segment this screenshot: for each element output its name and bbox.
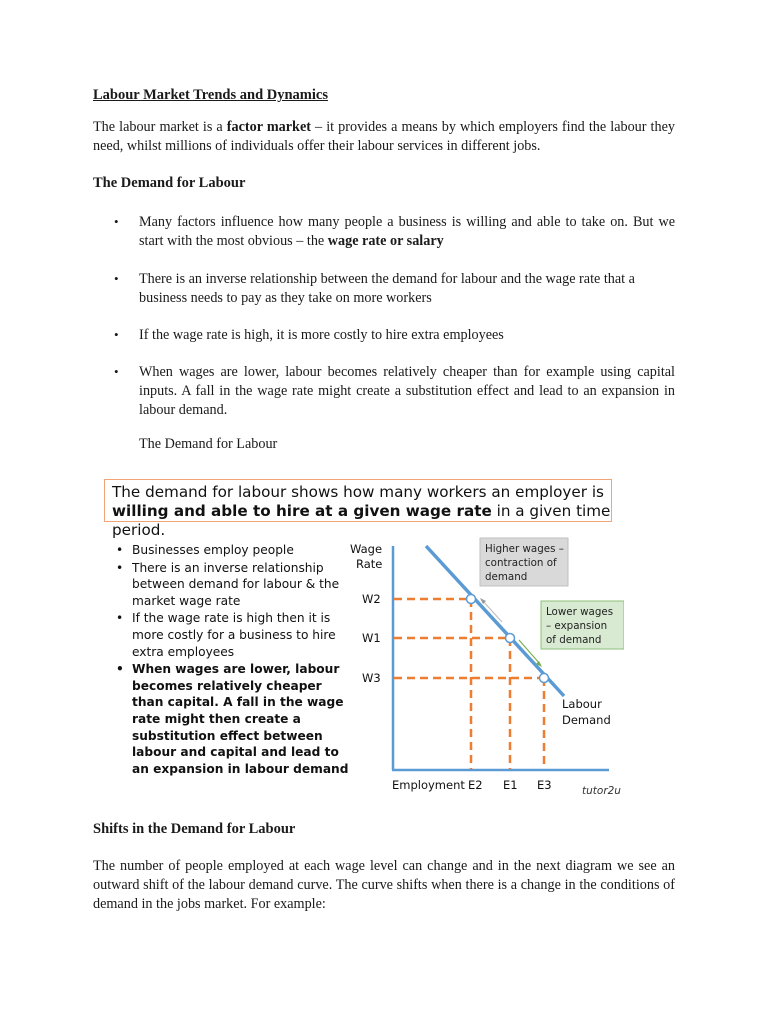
bullet-4-text: When wages are lower, labour becomes relatively cheaper than for example using capital inputs. A fall in the wage rate might create a substitution effect and lead to an expansion in labour demand. (139, 364, 675, 418)
bullet-3 (93, 326, 675, 345)
figure-header-bold: willing and able to hire at a given wage rate (112, 502, 492, 520)
bullet-dot: • (114, 214, 119, 229)
intro-paragraph (93, 118, 675, 156)
demand-heading: The Demand for Labour (93, 175, 246, 191)
bullet-2 (93, 270, 675, 308)
bullet-dot: • (114, 327, 119, 342)
employment-label-e1: E1 (503, 778, 518, 792)
y-axis-label: Rate (356, 557, 383, 571)
svg-text:contraction of: contraction of (485, 557, 557, 569)
figure-point: • Businesses employ people (116, 543, 294, 557)
curve-label: Demand (562, 713, 611, 727)
intro-before: The labour market is a (93, 119, 227, 135)
curve-label: Labour (562, 697, 602, 711)
shifts-heading: Shifts in the Demand for Labour (93, 821, 296, 837)
y-axis-label: Wage (350, 542, 383, 556)
bullet-1-text: Many factors influence how many people a business is willing and able to take on. But we start with the most obvious – the (139, 214, 675, 249)
svg-text:– expansion: – expansion (546, 620, 608, 632)
labour-demand-diagram (104, 474, 624, 804)
point-w2 (467, 595, 476, 604)
bullet-2-text: There is an inverse relationship between the demand for labour and the wage rate that a business needs to pay as they take on more workers (139, 271, 635, 306)
svg-text:of demand: of demand (546, 634, 602, 646)
demand-figure (104, 474, 624, 804)
employment-label-e2: E2 (468, 778, 483, 792)
bullet-1-bold: wage rate or salary (327, 233, 444, 249)
intro-bold: factor market (226, 119, 311, 135)
bullet-dot: • (114, 271, 119, 286)
employment-label-e3: E3 (537, 778, 552, 792)
wage-label-w2: W2 (362, 592, 381, 606)
tutor2u-credit: tutor2u (582, 785, 621, 797)
svg-text:Higher wages –: Higher wages – (485, 543, 564, 555)
dashed-guides (394, 599, 544, 769)
wage-label-w3: W3 (362, 671, 381, 685)
figure-point: • When wages are lower, labour becomes relatively cheaper than capital. A fall in the wage rate might then create a substitution effect between labour and capital and lead to an expansion in labour demand (116, 662, 349, 776)
figure-point: • If the wage rate is high then it is more costly for a business to hire extra employees (116, 611, 336, 659)
figure-header-line1: The demand for labour shows how many workers an employer is (112, 483, 604, 501)
intro-after: – it provides a means by which employers find the labour they need, whilst millions of individuals offer their labour services in different jobs. (93, 119, 675, 154)
wage-label-w1: W1 (362, 631, 381, 645)
bullet-4 (93, 363, 675, 420)
point-w1 (506, 634, 515, 643)
shifts-paragraph: The number of people employed at each wage level can change and in the next diagram we see an outward shift of the labour demand curve. The curve shifts when there is a change in the conditions of demand in the jobs market. For example: (93, 858, 675, 912)
svg-text:demand: demand (485, 571, 528, 583)
bullet-dot: • (114, 364, 119, 379)
figure-header-rest: in a given time period. (112, 502, 611, 539)
figure-point: • There is an inverse relationship between demand for labour & the market wage rate (116, 560, 340, 608)
point-w3 (540, 674, 549, 683)
figure-caption: The Demand for Labour (139, 436, 278, 452)
bullet-1 (93, 213, 675, 251)
bullet-3-text: If the wage rate is high, it is more costly to hire extra employees (139, 327, 504, 343)
x-axis-label: Employment (392, 778, 465, 792)
document-title: Labour Market Trends and Dynamics (93, 87, 328, 103)
svg-text:Lower wages: Lower wages (546, 606, 614, 618)
